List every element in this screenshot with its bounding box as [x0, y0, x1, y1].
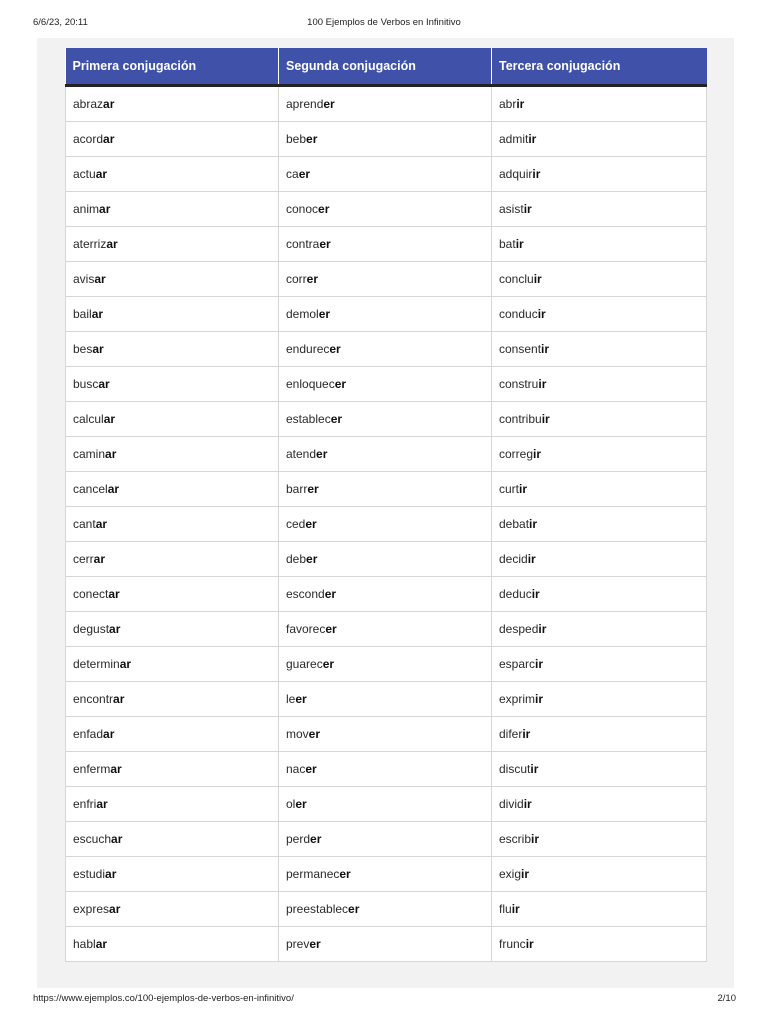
verb-cell: [66, 192, 279, 227]
print-datetime: 6/6/23, 20:11: [33, 17, 88, 28]
table-row: [66, 577, 707, 612]
verb-stem: favorec: [286, 622, 326, 636]
verb-stem: endurec: [286, 342, 330, 356]
verb-ending: er: [295, 692, 307, 706]
verb-stem: enfad: [73, 727, 104, 741]
verb-cell: [279, 402, 492, 437]
verb-stem: acord: [73, 132, 104, 146]
verb-ending: er: [316, 447, 328, 461]
verb-stem: debat: [499, 517, 530, 531]
verb-cell: [492, 682, 707, 717]
verb-stem: conect: [73, 587, 109, 601]
verb-ending: er: [306, 132, 318, 146]
verb-cell: [492, 402, 707, 437]
verb-cell: [66, 857, 279, 892]
verb-cell: [279, 122, 492, 157]
verb-ending: ar: [109, 622, 121, 636]
verb-ending: ar: [103, 727, 115, 741]
verb-cell: [279, 752, 492, 787]
verb-cell: [279, 647, 492, 682]
verb-ending: er: [329, 342, 341, 356]
verb-cell: [279, 507, 492, 542]
verb-ending: ar: [109, 902, 121, 916]
verb-cell: [66, 577, 279, 612]
verb-cell: [492, 227, 707, 262]
verb-cell: [66, 717, 279, 752]
verb-cell: [279, 892, 492, 927]
verb-stem: discut: [499, 762, 531, 776]
verb-cell: [66, 647, 279, 682]
table-row: [66, 86, 707, 122]
column-header-primera: Primera conjugación: [66, 48, 279, 86]
verb-stem: decid: [499, 552, 528, 566]
table-header-row: [66, 48, 707, 86]
verb-ending: ar: [92, 342, 104, 356]
verb-cell: [279, 787, 492, 822]
verb-cell: [66, 437, 279, 472]
verb-stem: permanec: [286, 867, 340, 881]
verb-ending: ar: [95, 937, 108, 951]
verb-stem: escuch: [73, 832, 112, 846]
verb-cell: [492, 86, 707, 122]
verb-ending: ir: [541, 342, 550, 356]
verb-stem: guarec: [286, 657, 323, 671]
verb-cell: [492, 822, 707, 857]
table-row: [66, 542, 707, 577]
table-row: [66, 472, 707, 507]
verb-ending: er: [348, 902, 360, 916]
table-row: [66, 367, 707, 402]
verb-ending: er: [319, 237, 331, 251]
verb-cell: [492, 717, 707, 752]
verb-stem: deb: [286, 552, 307, 566]
verb-ending: er: [295, 797, 307, 811]
verb-ending: ar: [110, 762, 122, 776]
verb-ending: er: [306, 552, 318, 566]
verb-ending: ir: [525, 937, 534, 951]
verb-cell: [492, 367, 707, 402]
verb-ending: ir: [515, 237, 524, 251]
verb-cell: [279, 542, 492, 577]
verb-cell: [279, 262, 492, 297]
verb-stem: esparc: [499, 657, 536, 671]
verb-stem: perd: [286, 832, 311, 846]
table-row: [66, 787, 707, 822]
table-row: [66, 857, 707, 892]
verb-ending: er: [298, 167, 311, 181]
verb-cell: [279, 192, 492, 227]
table-row: [66, 752, 707, 787]
verb-stem: enfri: [73, 797, 97, 811]
table-row: [66, 682, 707, 717]
verb-ending: ar: [108, 587, 120, 601]
verb-cell: [279, 612, 492, 647]
verb-stem: establec: [286, 412, 331, 426]
verb-ending: ar: [98, 377, 110, 391]
verb-stem: calcul: [73, 412, 104, 426]
verb-ending: ir: [535, 657, 544, 671]
table-row: [66, 262, 707, 297]
verb-ending: er: [306, 272, 319, 286]
verb-stem: contra: [286, 237, 320, 251]
verb-cell: [279, 577, 492, 612]
verb-cell: [279, 857, 492, 892]
verb-ending: ir: [541, 412, 550, 426]
verb-stem: nac: [286, 762, 306, 776]
verb-stem: atend: [286, 447, 317, 461]
verb-stem: enloquec: [286, 377, 335, 391]
table-row: [66, 647, 707, 682]
verb-cell: [66, 157, 279, 192]
verb-cell: [66, 86, 279, 122]
verb-stem: ca: [286, 167, 299, 181]
verb-ending: ir: [530, 762, 539, 776]
verb-stem: cant: [73, 517, 96, 531]
verb-cell: [66, 612, 279, 647]
verb-stem: demol: [286, 307, 319, 321]
verb-cell: [492, 437, 707, 472]
verb-stem: encontr: [73, 692, 114, 706]
verb-ending: ir: [529, 517, 538, 531]
verb-cell: [66, 752, 279, 787]
verb-stem: expres: [73, 902, 110, 916]
verb-stem: prev: [286, 937, 310, 951]
verb-conjugation-table: [65, 48, 707, 962]
verb-stem: contribu: [499, 412, 542, 426]
verb-cell: [492, 542, 707, 577]
table-row: [66, 927, 707, 962]
verb-cell: [66, 892, 279, 927]
verb-cell: [279, 86, 492, 122]
verb-cell: [279, 437, 492, 472]
verb-cell: [492, 122, 707, 157]
verb-ending: er: [305, 762, 317, 776]
verb-cell: [279, 227, 492, 262]
table-row: [66, 612, 707, 647]
verb-stem: bes: [73, 342, 93, 356]
verb-ending: ar: [105, 867, 117, 881]
verb-cell: [66, 402, 279, 437]
verb-ending: ar: [106, 237, 118, 251]
verb-stem: estudi: [73, 867, 106, 881]
print-footer: [0, 993, 768, 1007]
verb-cell: [492, 262, 707, 297]
verb-cell: [66, 542, 279, 577]
verb-cell: [279, 297, 492, 332]
table-row: [66, 122, 707, 157]
verb-stem: actu: [73, 167, 96, 181]
verb-cell: [492, 892, 707, 927]
verb-stem: deduc: [499, 587, 532, 601]
verb-stem: mov: [286, 727, 309, 741]
verb-cell: [492, 612, 707, 647]
verb-stem: barr: [286, 482, 308, 496]
verb-stem: desped: [499, 622, 539, 636]
verb-ending: er: [325, 622, 337, 636]
verb-ending: ar: [96, 797, 108, 811]
verb-cell: [66, 332, 279, 367]
verb-stem: corr: [286, 272, 307, 286]
verb-stem: habl: [73, 937, 96, 951]
verb-stem: ced: [286, 517, 306, 531]
verb-stem: curt: [499, 482, 520, 496]
verb-stem: preestablec: [286, 902, 349, 916]
verb-ending: ir: [519, 482, 528, 496]
verb-stem: consent: [499, 342, 542, 356]
verb-cell: [66, 367, 279, 402]
column-header-segunda: Segunda conjugación: [279, 48, 492, 86]
verb-stem: exprim: [499, 692, 536, 706]
print-header: [0, 17, 768, 31]
verb-stem: flu: [499, 902, 512, 916]
verb-stem: divid: [499, 797, 524, 811]
verb-cell: [279, 367, 492, 402]
verb-cell: [66, 682, 279, 717]
verb-cell: [66, 297, 279, 332]
verb-ending: ir: [523, 797, 532, 811]
verb-ending: ir: [531, 587, 540, 601]
verb-stem: determin: [73, 657, 120, 671]
verb-cell: [492, 157, 707, 192]
verb-ending: ir: [528, 132, 537, 146]
verb-cell: [492, 752, 707, 787]
verb-ending: ar: [119, 657, 132, 671]
verb-cell: [66, 927, 279, 962]
verb-cell: [279, 927, 492, 962]
verb-ending: ir: [511, 902, 520, 916]
table-row: [66, 192, 707, 227]
verb-stem: escrib: [499, 832, 532, 846]
verb-ending: ar: [95, 167, 108, 181]
verb-stem: escond: [286, 587, 325, 601]
verb-ending: ir: [522, 727, 531, 741]
verb-ending: er: [310, 832, 322, 846]
table-row: [66, 822, 707, 857]
verb-cell: [279, 682, 492, 717]
verb-cell: [66, 787, 279, 822]
table-row: [66, 297, 707, 332]
verb-cell: [492, 577, 707, 612]
verb-stem: frunc: [499, 937, 526, 951]
table-row: [66, 157, 707, 192]
verb-ending: er: [330, 412, 343, 426]
verb-ending: ir: [531, 832, 540, 846]
verb-cell: [492, 472, 707, 507]
verb-ending: er: [305, 517, 317, 531]
verb-ending: ar: [103, 132, 115, 146]
verb-stem: cancel: [73, 482, 108, 496]
verb-cell: [492, 927, 707, 962]
verb-stem: anim: [73, 202, 100, 216]
verb-stem: aprend: [286, 97, 324, 111]
verb-ending: ir: [516, 97, 525, 111]
verb-ending: er: [323, 97, 335, 111]
verb-ending: er: [322, 657, 335, 671]
print-page-number: 2/10: [717, 993, 736, 1004]
table-row: [66, 437, 707, 472]
verb-ending: ir: [533, 447, 542, 461]
verb-ending: ar: [91, 307, 104, 321]
verb-ending: ar: [99, 202, 111, 216]
verb-ending: ir: [535, 692, 544, 706]
verb-ending: er: [307, 482, 319, 496]
table-row: [66, 402, 707, 437]
verb-cell: [66, 822, 279, 857]
verb-cell: [279, 822, 492, 857]
verb-cell: [66, 262, 279, 297]
verb-cell: [492, 332, 707, 367]
print-page-title: 100 Ejemplos de Verbos en Infinitivo: [307, 17, 461, 28]
verb-ending: ir: [537, 307, 546, 321]
verb-cell: [279, 472, 492, 507]
verb-stem: avis: [73, 272, 95, 286]
verb-stem: correg: [499, 447, 534, 461]
table-row: [66, 227, 707, 262]
verb-cell: [492, 647, 707, 682]
verb-stem: ol: [286, 797, 296, 811]
verb-stem: conclu: [499, 272, 534, 286]
table-row: [66, 892, 707, 927]
column-header-tercera: Tercera conjugación: [492, 48, 707, 86]
verb-stem: cerr: [73, 552, 94, 566]
verb-cell: [66, 507, 279, 542]
table-body: [66, 86, 707, 962]
verb-ending: ir: [538, 377, 547, 391]
verb-ending: ar: [105, 447, 117, 461]
verb-ending: ir: [527, 552, 536, 566]
verb-stem: difer: [499, 727, 523, 741]
verb-ending: ar: [95, 517, 108, 531]
verb-ending: ar: [103, 97, 115, 111]
verb-stem: constru: [499, 377, 539, 391]
verb-ending: ar: [107, 482, 120, 496]
verb-ending: ir: [533, 272, 542, 286]
verb-stem: conoc: [286, 202, 319, 216]
verb-stem: beb: [286, 132, 307, 146]
verb-stem: camin: [73, 447, 106, 461]
verb-ending: ir: [523, 202, 532, 216]
verb-ending: ar: [111, 832, 123, 846]
verb-cell: [492, 297, 707, 332]
verb-ending: ir: [521, 867, 530, 881]
verb-ending: er: [318, 307, 331, 321]
verb-ending: ir: [532, 167, 541, 181]
print-source-url: https://www.ejemplos.co/100-ejemplos-de-verbos-en-infinitivo/: [33, 993, 294, 1004]
verb-cell: [279, 717, 492, 752]
verb-stem: asist: [499, 202, 524, 216]
verb-ending: er: [339, 867, 351, 881]
verb-cell: [492, 507, 707, 542]
verb-stem: conduc: [499, 307, 538, 321]
verb-stem: bat: [499, 237, 516, 251]
verb-ending: er: [318, 202, 330, 216]
verb-ending: ar: [103, 412, 116, 426]
verb-cell: [66, 122, 279, 157]
verb-ending: er: [324, 587, 337, 601]
verb-ending: ar: [93, 552, 106, 566]
verb-stem: abraz: [73, 97, 104, 111]
verb-stem: admit: [499, 132, 529, 146]
verb-cell: [279, 332, 492, 367]
verb-ending: ar: [94, 272, 106, 286]
verb-stem: bail: [73, 307, 92, 321]
verb-cell: [279, 157, 492, 192]
table-row: [66, 507, 707, 542]
verb-ending: ir: [538, 622, 547, 636]
verb-stem: le: [286, 692, 296, 706]
verb-cell: [492, 857, 707, 892]
verb-stem: adquir: [499, 167, 533, 181]
verb-stem: aterriz: [73, 237, 107, 251]
verb-stem: enferm: [73, 762, 111, 776]
verb-ending: er: [334, 377, 347, 391]
verb-ending: er: [309, 937, 321, 951]
verb-cell: [492, 787, 707, 822]
table-row: [66, 717, 707, 752]
verb-stem: exig: [499, 867, 522, 881]
verb-ending: ar: [113, 692, 125, 706]
verb-cell: [66, 472, 279, 507]
verb-cell: [492, 192, 707, 227]
table-row: [66, 332, 707, 367]
verb-stem: degust: [73, 622, 110, 636]
verb-ending: er: [308, 727, 321, 741]
verb-stem: busc: [73, 377, 99, 391]
verb-cell: [66, 227, 279, 262]
verb-stem: abr: [499, 97, 517, 111]
